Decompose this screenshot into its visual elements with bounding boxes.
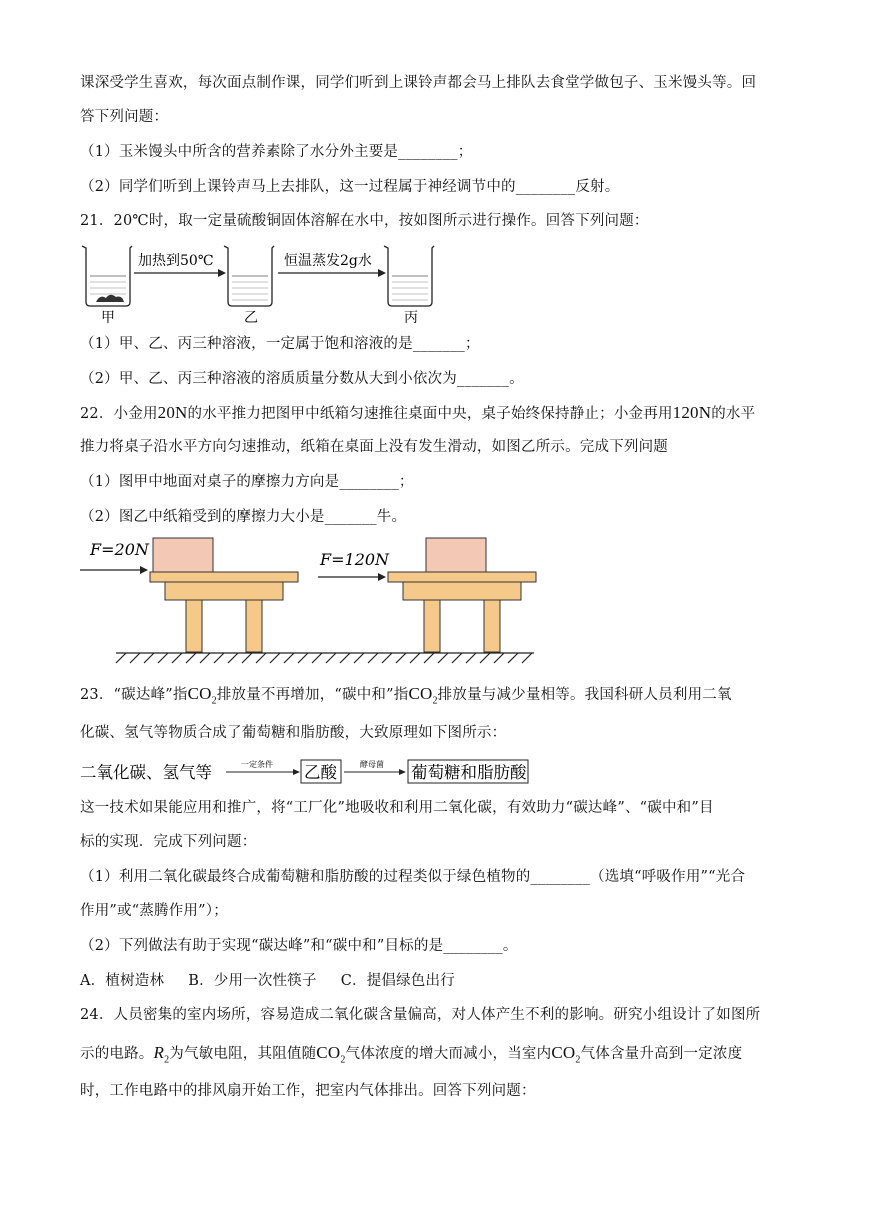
co2-text: CO [316,1043,341,1062]
q22-force-120n: 120N [672,403,712,422]
co2-subscript: 2 [340,1054,346,1066]
intro-line-2: 答下列问题： [80,109,169,125]
q24-stem-2 [80,1043,742,1070]
flow-end: 葡萄糖和脂肪酸 [411,763,527,782]
flow-condition-1: 一定条件 [241,760,273,769]
q23-para-2: 标的实现．完成下列问题： [80,834,257,850]
q23-para-1: 这一技术如果能应用和推广，将“工厂化”地吸收和利用二氧化碳，有效助力“碳达峰”、“碳中和”目 [80,800,714,816]
q23-sub1: （1）利用二氧化碳最终合成葡萄糖和脂肪酸的过程类似于绿色植物的________（选填“呼吸作用”“光合 [80,869,746,885]
q24-stem-3: 时，工作电路中的排风扇开始工作，把室内气体排出。回答下列问题： [80,1083,536,1099]
q20-sub1: （1）玉米馒头中所含的营养素除了水分外主要是________； [80,144,473,160]
q22-stem-part-c: 的水平 [711,406,756,422]
beaker-b [224,246,274,306]
q22-stem-part-a: 22．小金用 [80,406,158,422]
q23-stem-1 [80,684,732,711]
co2-subscript: 2 [211,695,217,707]
q23-sub1-cont: 作用”或“蒸腾作用”）； [80,903,228,919]
co2-formula [316,1043,346,1066]
co2-formula [408,684,438,707]
q22-force-20n: 20N [157,403,188,422]
ground [116,653,534,663]
q21-sub1: （1）甲、乙、丙三种溶液，一定属于饱和溶液的是_______； [80,336,480,352]
arrow-heat [134,269,226,277]
q24-stem-part-a: 示的电路。 [80,1046,154,1062]
q23-stem-part-b: 排放量不再增加，“碳中和”指 [216,687,409,703]
q22-stem-2: 推力将桌子沿水平方向匀速推动，纸箱在桌面上没有发生滑动，如图乙所示。完成下列问题 [80,439,668,455]
q23-stem-part-a: 23．“碳达峰”指 [80,687,188,703]
r2-subscript: 2 [164,1054,170,1066]
flow-start: 二氧化碳、氢气等 [80,763,212,782]
co2-text: CO [408,684,433,703]
intro-line-1: 课深受学生喜欢，每次面点制作课，同学们听到上课铃声都会马上排队去食堂学做包子、玉米馒头等。回 [80,75,757,91]
table-figure [80,534,540,664]
q21-sub2: （2）甲、乙、丙三种溶液的溶质质量分数从大到小依次为_______。 [80,371,524,387]
beaker-b-label: 乙 [244,310,258,326]
beaker-a-label: 甲 [101,310,115,326]
force-label-jia: F=20N [90,540,149,559]
co2-subscript: 2 [575,1054,581,1066]
arrow-heat-label: 加热到50℃ [138,253,214,269]
q23-stem-part-c: 排放量与减少量相等。我国科研人员利用二氧 [437,687,732,703]
flow-condition-2: 酵母菌 [360,760,384,769]
arrow-evaporate-label: 恒温蒸发2g水 [284,253,372,269]
q24-stem-part-d: 气体含量升高到一定浓度 [580,1046,743,1062]
co2-subscript: 2 [432,695,438,707]
r2-text: R [153,1043,165,1062]
co2-formula [551,1043,581,1066]
r2-symbol [153,1043,170,1066]
q24-stem-1: 24．人员密集的室内场所，容易造成二氧化碳含量偏高，对人体产生不利的影响。研究小组设计了如图所 [80,1007,761,1023]
arrow-evaporate [278,269,386,277]
q24-stem-part-c: 气体浓度的增大而减小，当室内 [345,1046,552,1062]
q20-sub2: （2）同学们听到上课铃声马上去排队，这一过程属于神经调节中的________反射。 [80,179,620,195]
q23-stem-2: 化碳、氢气等物质合成了葡萄糖和脂肪酸，大致原理如下图所示： [80,725,507,741]
q22-stem-part-b: 的水平推力把图甲中纸箱匀速推往桌面中央，桌子始终保持静止；小金再用 [187,406,673,422]
q22-stem-1 [80,403,755,424]
q21-stem: 21．20℃时，取一定量硫酸铜固体溶解在水中，按如图所示进行操作。回答下列问题： [80,213,649,229]
beaker-c [384,246,434,306]
synthesis-flow [78,756,538,788]
q23-sub2: （2）下列做法有助于实现“碳达峰”和“碳中和”目标的是________。 [80,938,518,954]
beaker-a [82,246,132,306]
force-label-yi: F=120N [320,550,390,569]
co2-text: CO [551,1043,576,1062]
q22-sub2: （2）图乙中纸箱受到的摩擦力大小是_______牛。 [80,509,407,525]
q24-stem-part-b: 为气敏电阻，其阻值随 [169,1046,317,1062]
co2-text: CO [187,684,212,703]
q22-sub1: （1）图甲中地面对桌子的摩擦力方向是________； [80,474,414,490]
co2-formula [187,684,217,707]
beaker-diagram [78,240,438,326]
beaker-c-label: 丙 [404,310,418,326]
flow-middle: 乙酸 [304,763,337,782]
q23-options: A．植树造林 B．少用一次性筷子 C．提倡绿色出行 [80,973,455,989]
